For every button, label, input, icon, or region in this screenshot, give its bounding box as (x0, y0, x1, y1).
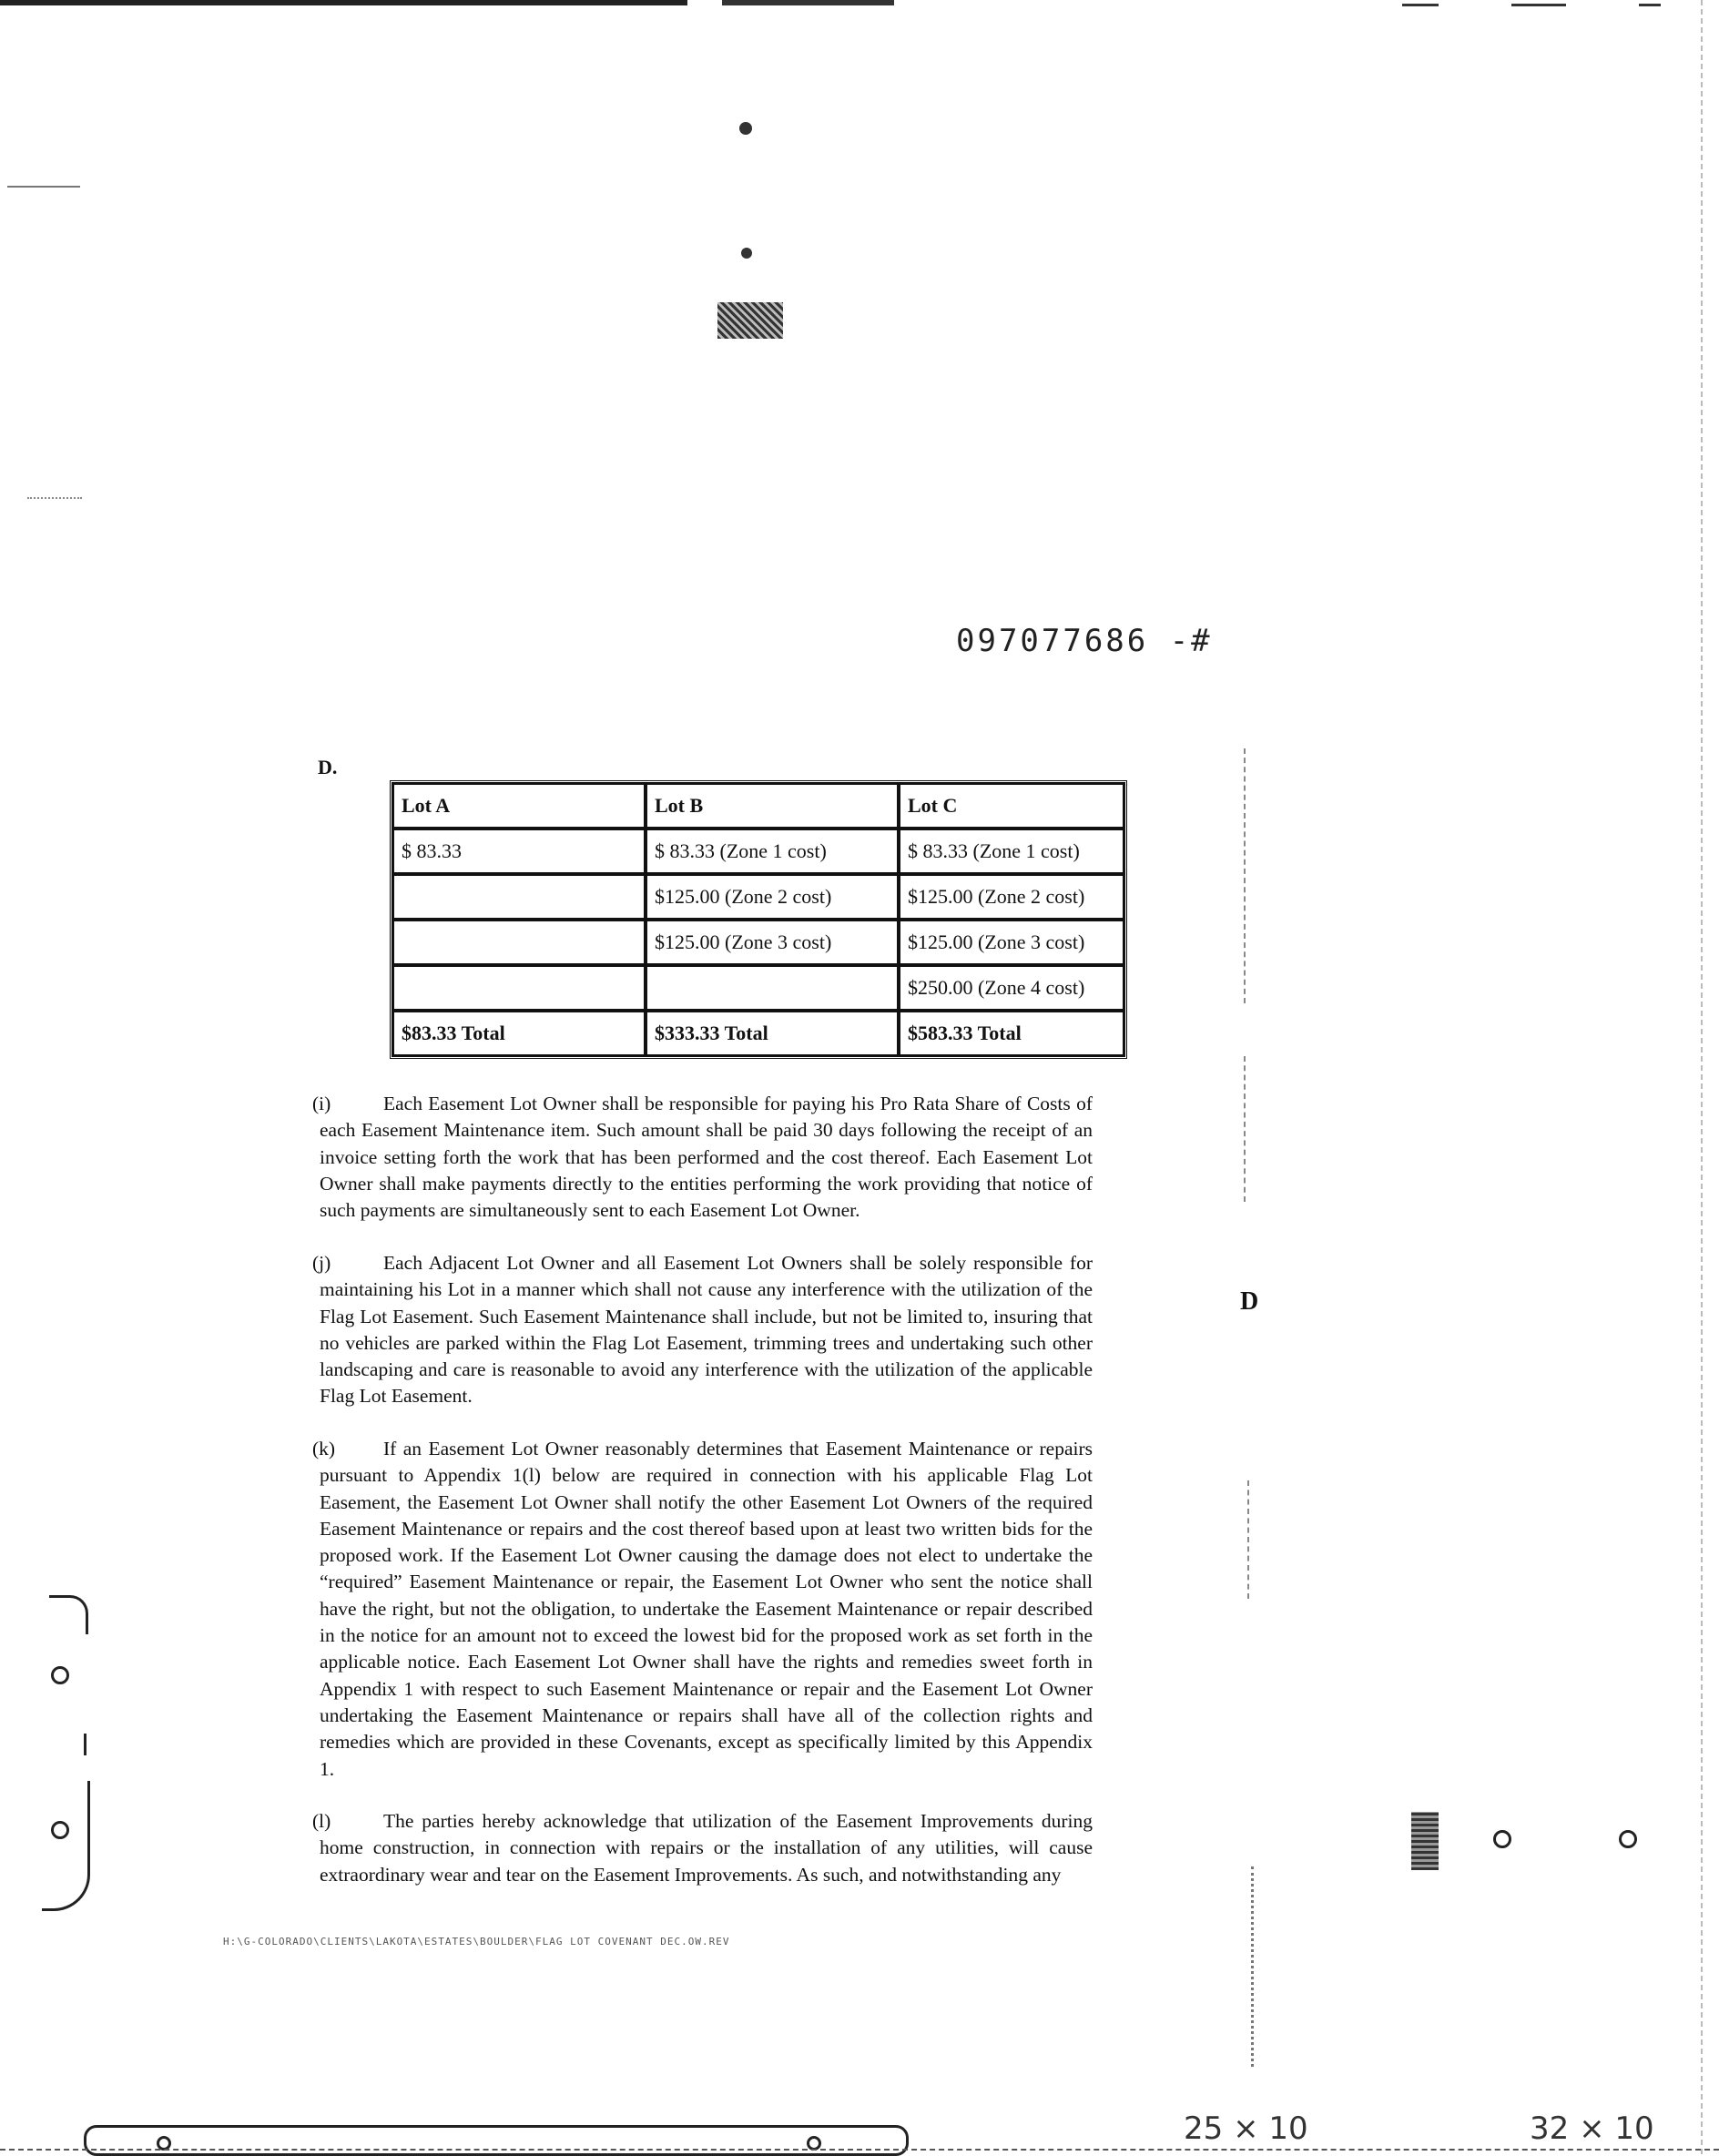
recording-number: 097077686 -# (956, 623, 1213, 659)
scan-mark (1511, 4, 1566, 6)
punch-hole (1493, 1830, 1511, 1848)
table-row (392, 920, 1124, 965)
total-lot-a: $83.33 Total (392, 1011, 646, 1056)
table-cell (392, 965, 646, 1011)
table-cell: $250.00 (Zone 4 cost) (899, 965, 1124, 1011)
table-cell: $125.00 (Zone 2 cost) (899, 874, 1124, 920)
table-cell: $ 83.33 (Zone 1 cost) (899, 829, 1124, 874)
binding-mark (84, 1734, 86, 1755)
paragraph-i (223, 1091, 1093, 1224)
table-cell: $ 83.33 (Zone 1 cost) (646, 829, 899, 874)
table-cell: $125.00 (Zone 3 cost) (899, 920, 1124, 965)
side-mark: D (1240, 1287, 1259, 1316)
total-lot-c: $583.33 Total (899, 1011, 1124, 1056)
scan-mark (1639, 4, 1661, 6)
paragraph-label: (j) (312, 1252, 331, 1274)
header-lot-b: Lot B (646, 783, 899, 829)
punch-hole (51, 1666, 69, 1684)
paragraph-label: (i) (312, 1093, 331, 1114)
table-cell (392, 920, 646, 965)
total-lot-b: $333.33 Total (646, 1011, 899, 1056)
table-total-row (392, 1011, 1124, 1056)
lot-cost-table (390, 780, 1127, 1059)
margin-mark (27, 497, 82, 501)
margin-mark (7, 186, 80, 191)
scan-mark (1402, 4, 1439, 6)
paragraph-text: Each Adjacent Lot Owner and all Easement Lot Owners shall be solely responsible for maintaining his Lot in a manner which shall not cause any interference with the utilization of the Flag Lot Easement. Such Easement Maintenance shall include, but not be limited to, insuring that no vehicles are parked within the Flag Lot Easement, trimming trees and undertaking such other landscaping and care is reasonable to avoid any interference with the utilization of the applicable Flag Lot Easement. (320, 1252, 1093, 1408)
table-row (392, 965, 1124, 1011)
paragraph-label: (k) (312, 1438, 336, 1459)
binding-mark (49, 1595, 88, 1634)
footer-file-path: H:\G-COLORADO\CLIENTS\LAKOTA\ESTATES\BOULDER\FLAG LOT COVENANT DEC.OW.REV (223, 1936, 730, 1948)
header-lot-c: Lot C (899, 783, 1124, 829)
scan-blot (1411, 1812, 1439, 1870)
paragraph-text: If an Easement Lot Owner reasonably determines that Easement Maintenance or repairs pursuant to Appendix 1(l) below are required in connection with his applicable Flag Lot Easement, the Easement Lot Owner shall notify the other Easement Lot Owners of the required Easement Maintenance or repairs and the cost thereof based upon at least two written bids for the proposed work. If the Easement Lot Owner causing the damage does not elect to undertake the “required” Easement Maintenance or repair, the Easement Lot Owner who sent the notice shall have the right, but not the obligation, to undertake the Easement Maintenance or repair described in the notice for an amount not to exceed the lowest bid for the proposed work as set forth in the applicable notice. Each Easement Lot Owner shall have the rights and remedies sweet forth in Appendix 1 with respect to such Easement Maintenance or repair and the Easement Lot Owner undertaking the Easement Maintenance or repairs shall have all of the collection rights and remedies which are provided in these Covenants, except as specifically limited by this Appendix 1. (320, 1438, 1093, 1780)
table-cell: $125.00 (Zone 3 cost) (646, 920, 899, 965)
margin-line (1701, 0, 1704, 2154)
paragraph-j (223, 1250, 1093, 1410)
table-cell: $125.00 (Zone 2 cost) (646, 874, 899, 920)
table-header-row (392, 783, 1124, 829)
binding-mark (42, 1781, 90, 1911)
scan-blot (717, 302, 783, 339)
scan-speck (741, 248, 752, 259)
table-row (392, 874, 1124, 920)
page-counter-right: 32 × 10 (1530, 2110, 1654, 2147)
paragraph-label: (l) (312, 1810, 331, 1832)
table-cell (646, 965, 899, 1011)
header-lot-a: Lot A (392, 783, 646, 829)
margin-line (1244, 1056, 1247, 1202)
punch-hole (1619, 1830, 1637, 1848)
margin-line (1247, 1480, 1251, 1599)
page-counter-left: 25 × 10 (1184, 2110, 1308, 2147)
table-row (392, 829, 1124, 874)
margin-line (1244, 748, 1247, 1003)
scan-top-edge (0, 0, 1719, 5)
paragraph-l (223, 1808, 1093, 1888)
scan-bottom-edge (0, 2149, 1719, 2153)
table-cell: $ 83.33 (392, 829, 646, 874)
table-cell (392, 874, 646, 920)
section-letter: D. (318, 756, 338, 778)
paragraph-k (223, 1436, 1093, 1783)
paragraph-text: Each Easement Lot Owner shall be responsible for paying his Pro Rata Share of Costs of each Easement Maintenance item. Such amount shall be paid 30 days following the receipt of an invoice setting forth the work that has been performed and the cost thereof. Each Easement Lot Owner shall make payments directly to the entities performing the work providing that notice of such payments are simultaneously sent to each Easement Lot Owner. (320, 1093, 1093, 1222)
paragraph-text: The parties hereby acknowledge that utilization of the Easement Improvements during home construction, in connection with repairs or the installation of any utilities, will cause extraordinary wear and tear on the Easement Improvements. As such, and notwithstanding any (320, 1810, 1093, 1886)
scan-speck (739, 122, 752, 135)
margin-line (1251, 1866, 1256, 2067)
